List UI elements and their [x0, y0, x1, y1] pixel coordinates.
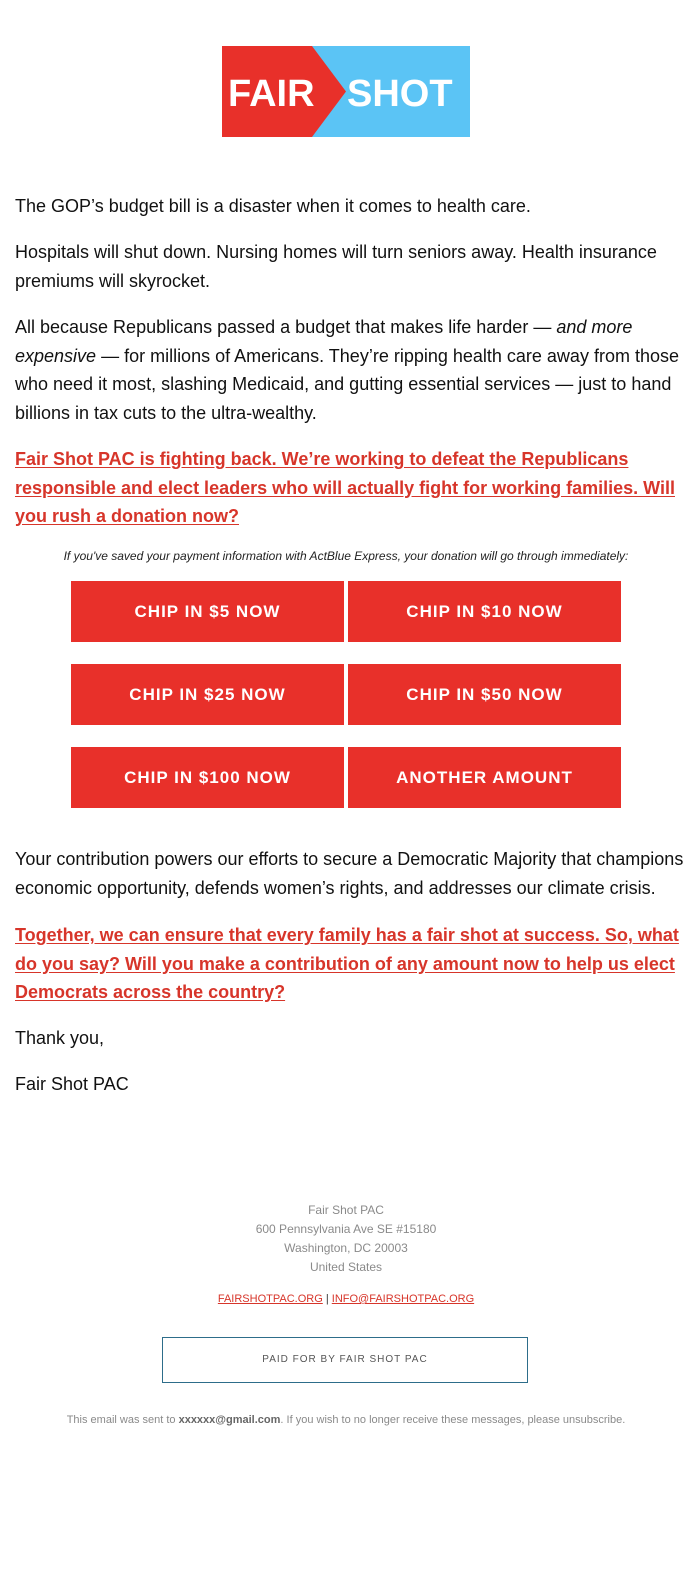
chip-in-100-button[interactable]: CHIP IN $100 NOW	[71, 747, 344, 808]
email-link[interactable]: INFO@FAIRSHOTPAC.ORG	[331, 1293, 475, 1305]
actblue-express-note: If you've saved your payment information with ActBlue Express, your donation will go through immediately:	[63, 549, 629, 563]
hospitals-paragraph: Hospitals will shut down. Nursing homes will turn seniors away. Health insurance premiums will skyrocket.	[15, 242, 657, 291]
another-amount-button[interactable]: ANOTHER AMOUNT	[348, 747, 621, 808]
link-separator: |	[325, 1293, 329, 1305]
recipient-email: xxxxxx@gmail.com	[178, 1414, 281, 1426]
budget-paragraph	[15, 313, 685, 427]
paid-for-disclaimer: PAID FOR BY FAIR SHOT PAC	[162, 1337, 528, 1383]
signoff: Thank you,	[15, 1028, 105, 1048]
logo-word-fair: FAIR	[228, 73, 315, 115]
chip-in-5-button[interactable]: CHIP IN $5 NOW	[71, 581, 344, 642]
budget-text-b: — for millions of Americans. They’re ripping health care away from those who need it most, slashing Medicaid, and gutting essential services — just to hand billions in tax cuts to the ultra-wealthy.	[15, 345, 679, 423]
contribution-cta-link[interactable]: Together, we can ensure that every family has a fair shot at success. So, what do you say? Will you make a contribution of any amount now to help us elect Democrats across the country?	[15, 925, 679, 1002]
legal-suffix[interactable]: . If you wish to no longer receive these messages, please unsubscribe.	[280, 1414, 626, 1426]
chip-in-10-button[interactable]: CHIP IN $10 NOW	[348, 581, 621, 642]
signature: Fair Shot PAC	[15, 1074, 129, 1094]
footer-links	[0, 1293, 692, 1305]
fair-shot-logo	[222, 46, 470, 137]
legal-prefix: This email was sent to	[66, 1414, 179, 1426]
logo-word-shot: SHOT	[347, 73, 453, 115]
footer-address-line1: 600 Pennsylvania Ave SE #15180	[255, 1222, 437, 1236]
unsubscribe-notice	[0, 1414, 692, 1426]
website-link[interactable]: FAIRSHOTPAC.ORG	[217, 1293, 323, 1305]
contribution-paragraph: Your contribution powers our efforts to secure a Democratic Majority that champions economic opportunity, defends women’s rights, and addresses our climate crisis.	[15, 849, 684, 898]
footer-org: Fair Shot PAC	[308, 1203, 384, 1217]
intro-paragraph: The GOP’s budget bill is a disaster when it comes to health care.	[15, 196, 531, 216]
chip-in-50-button[interactable]: CHIP IN $50 NOW	[348, 664, 621, 725]
donation-cta-link[interactable]: Fair Shot PAC is fighting back. We’re working to defeat the Republicans responsible and elect leaders who will actually fight for working families. Will you rush a donation now?	[15, 449, 675, 526]
footer-country: United States	[309, 1260, 383, 1274]
footer-address-line2: Washington, DC 20003	[284, 1241, 408, 1255]
budget-emphasis: and more expensive	[15, 317, 633, 366]
budget-text-a: All because Republicans passed a budget that makes life harder —	[15, 317, 557, 337]
chip-in-25-button[interactable]: CHIP IN $25 NOW	[71, 664, 344, 725]
footer-address	[0, 1201, 692, 1277]
